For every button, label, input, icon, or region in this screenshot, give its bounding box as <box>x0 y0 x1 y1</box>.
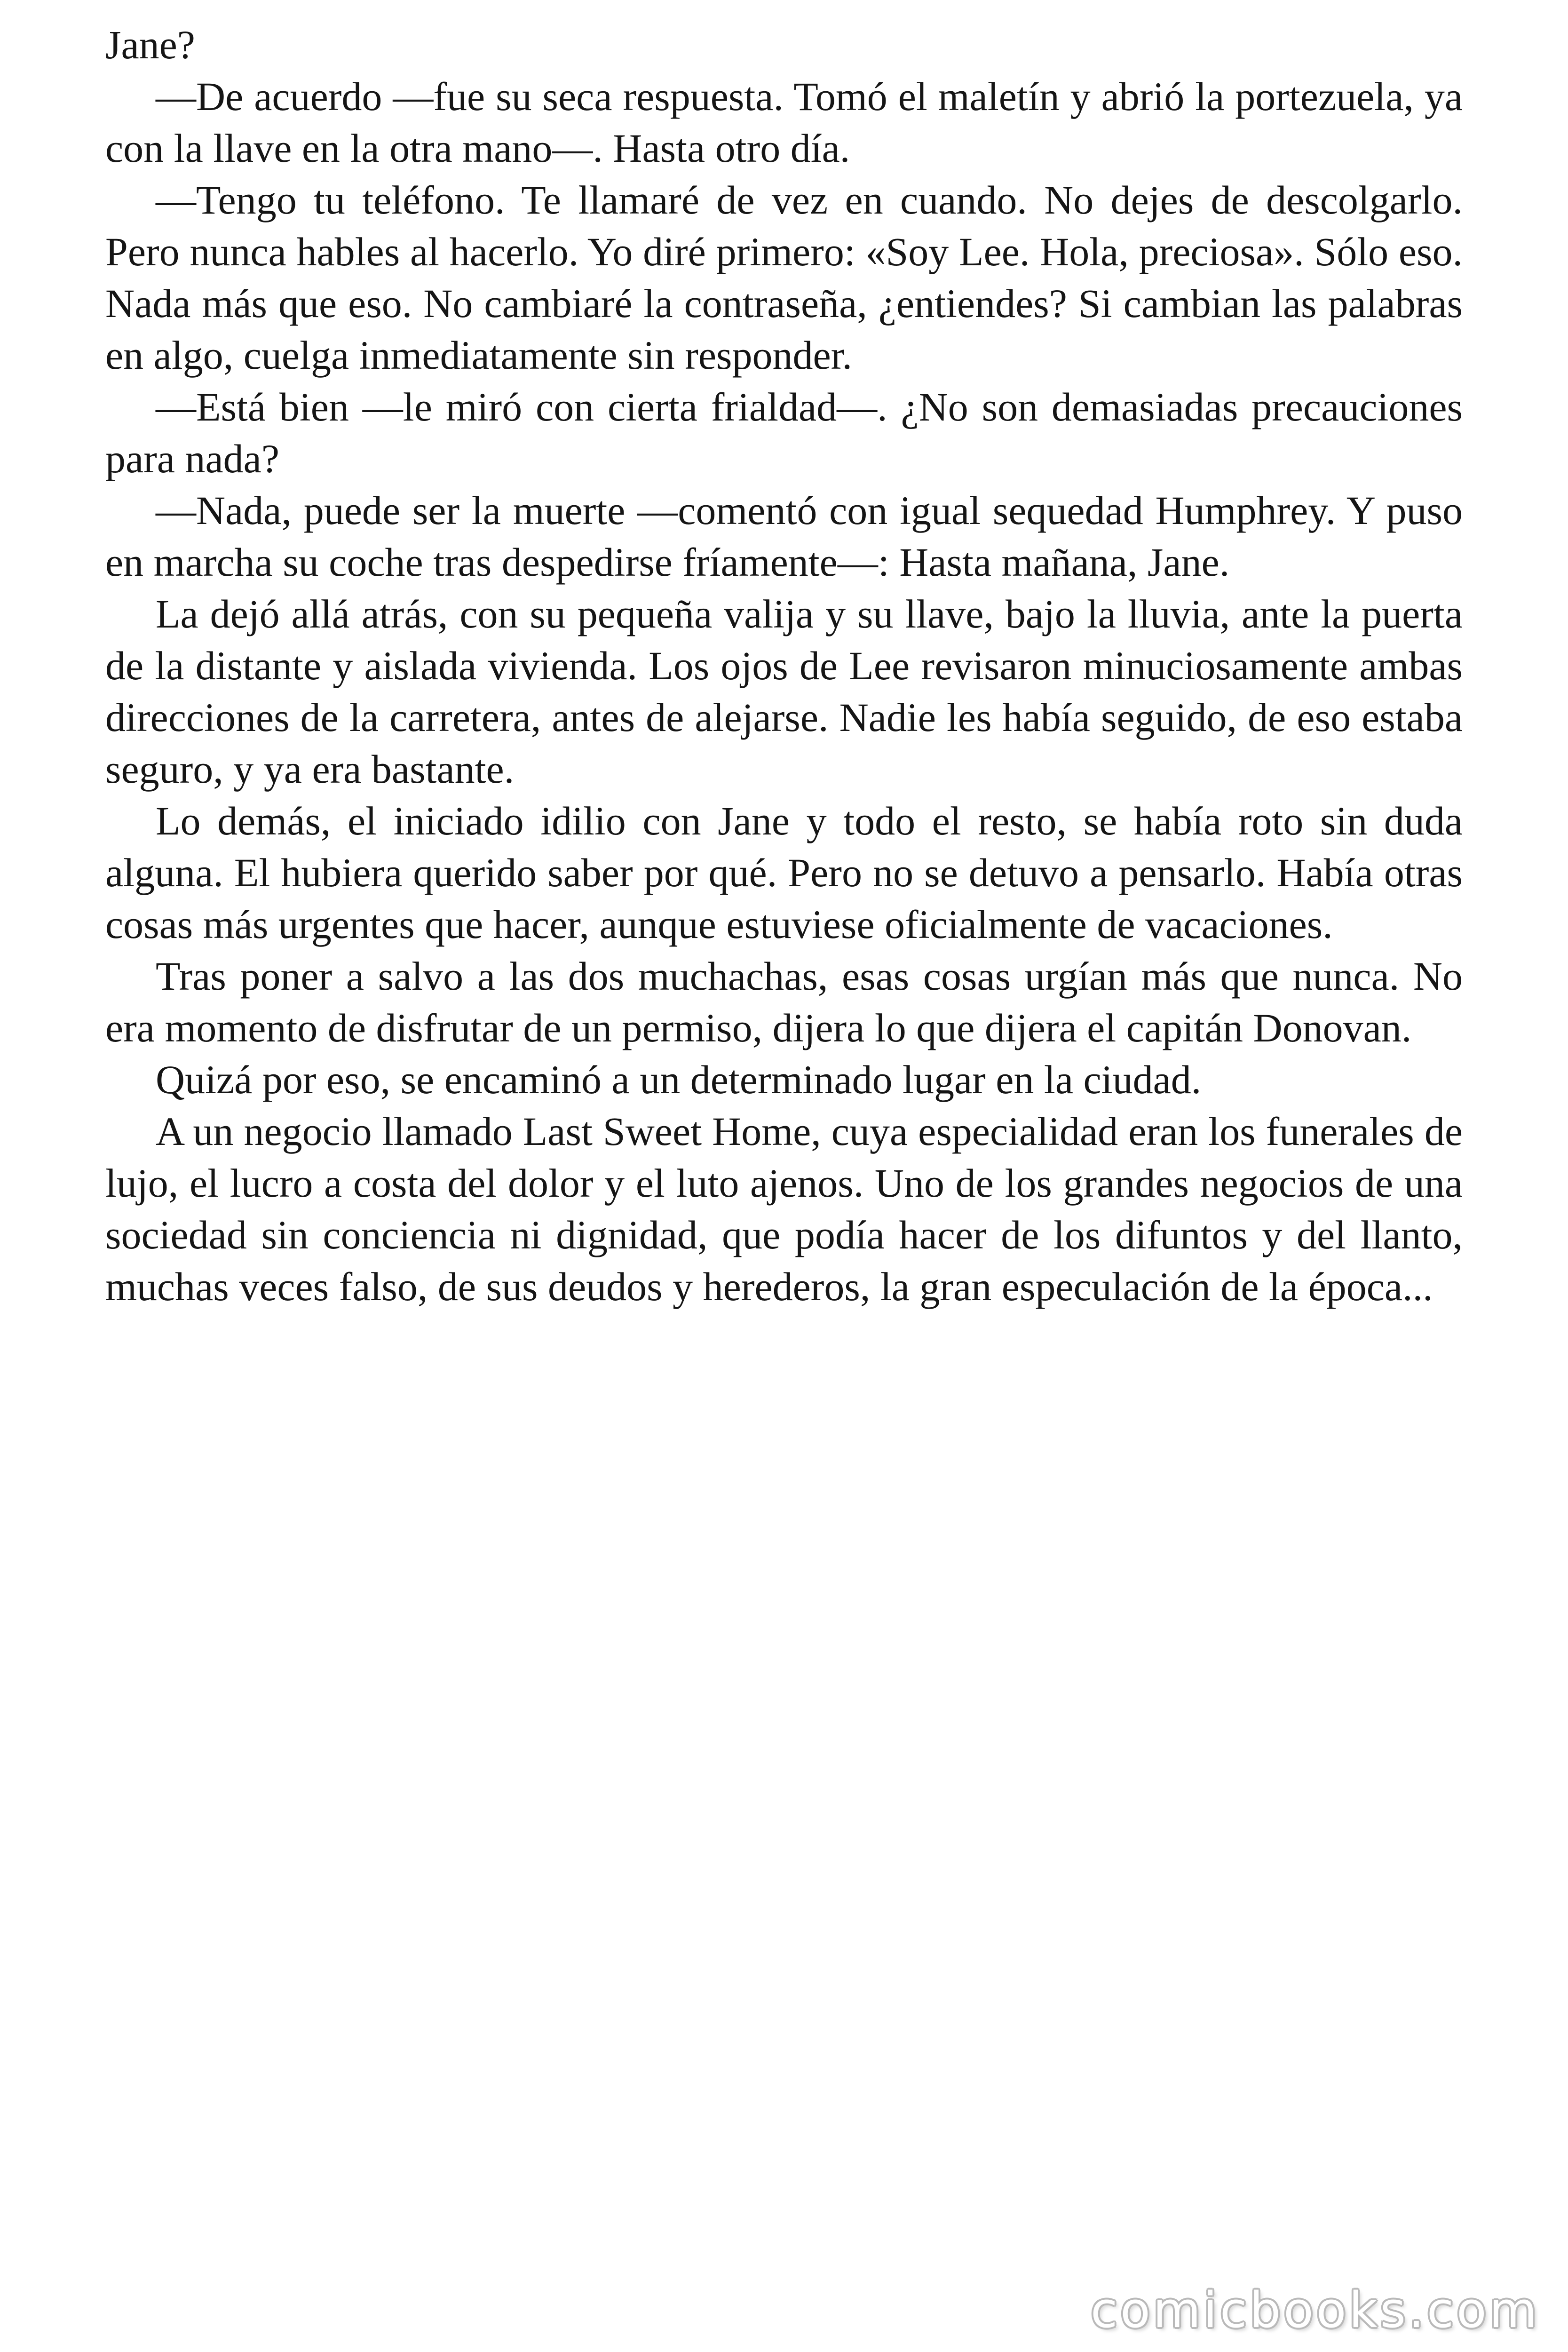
paragraph: —Nada, puede ser la muerte —comentó con igual sequedad Humphrey. Y puso en marcha su coche tras despedirse fríamente—: Hasta mañana, Jane. <box>105 488 1463 585</box>
page-text <box>105 19 1463 1312</box>
paragraph: A un negocio llamado Last Sweet Home, cuya especialidad eran los funerales de lujo, el lucro a costa del dolor y el luto ajenos. Uno de los grandes negocios de una sociedad sin conciencia ni dignidad, que podía hacer de los difuntos y del llanto, muchas veces falso, de sus deudos y herederos, la gran especulación de la época... <box>105 1109 1463 1309</box>
paragraph: —Tengo tu teléfono. Te llamaré de vez en cuando. No dejes de descolgarlo. Pero nunca hables al hacerlo. Yo diré primero: «Soy Lee. Hola, preciosa». Sólo eso. Nada más que eso. No cambiaré la contraseña, ¿entiendes? Si cambian las palabras en algo, cuelga inmediatamente sin responder. <box>105 177 1463 378</box>
paragraph: La dejó allá atrás, con su pequeña valija y su llave, bajo la lluvia, ante la puerta de la distante y aislada vivienda. Los ojos de Lee revisaron minuciosamente ambas direcciones de la carretera, antes de alejarse. Nadie les había seguido, de eso estaba seguro, y ya era bastante. <box>105 591 1463 792</box>
watermark: comicbooks.com <box>1090 2281 1540 2339</box>
paragraph: Jane? <box>105 22 195 67</box>
paragraph: —De acuerdo —fue su seca respuesta. Tomó el maletín y abrió la portezuela, ya con la llave en la otra mano—. Hasta otro día. <box>105 74 1463 171</box>
paragraph: Lo demás, el iniciado idilio con Jane y todo el resto, se había roto sin duda alguna. El hubiera querido saber por qué. Pero no se detuvo a pensarlo. Había otras cosas más urgentes que hacer, aunque estuviese oficialmente de vacaciones. <box>105 798 1463 947</box>
paragraph: Quizá por eso, se encaminó a un determinado lugar en la ciudad. <box>156 1057 1202 1102</box>
paragraph: —Está bien —le miró con cierta frialdad—. ¿No son demasiadas precauciones para nada? <box>105 384 1463 481</box>
paragraph: Tras poner a salvo a las dos muchachas, esas cosas urgían más que nunca. No era momento de disfrutar de un permiso, dijera lo que dijera el capitán Donovan. <box>105 954 1463 1050</box>
